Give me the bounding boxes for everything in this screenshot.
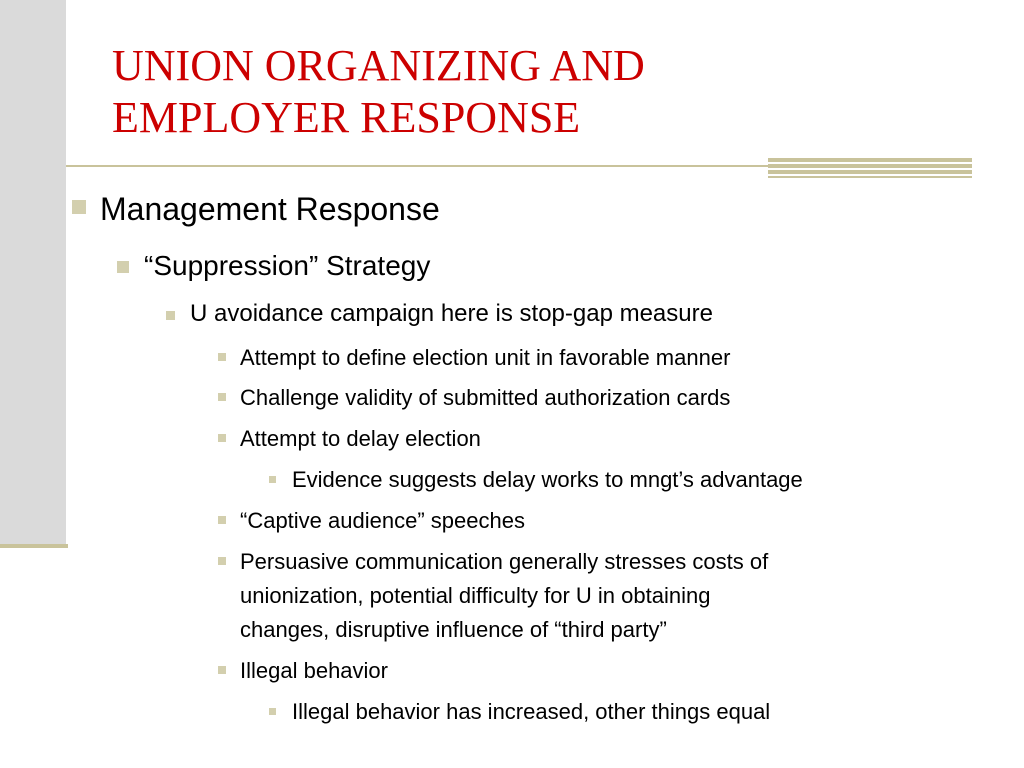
bullet-text: Attempt to delay election: [240, 426, 481, 451]
bullet-text: U avoidance campaign here is stop-gap measure: [190, 300, 713, 327]
square-bullet-icon: [218, 666, 226, 674]
bullet-text: Illegal behavior has increased, other things equal: [292, 699, 771, 724]
square-bullet-icon: [269, 708, 276, 715]
bullet-text: Management Response: [100, 191, 440, 227]
square-bullet-icon: [218, 516, 226, 524]
title-line-2: EMPLOYER RESPONSE: [112, 93, 581, 142]
bullet-text: “Suppression” Strategy: [144, 250, 431, 281]
square-bullet-icon: [166, 311, 175, 320]
square-bullet-icon: [218, 393, 226, 401]
square-bullet-icon: [218, 557, 226, 565]
bullet-text-line-3: changes, disruptive influence of “third party”: [240, 617, 667, 642]
left-sidebar-edge: [0, 544, 68, 548]
square-bullet-icon: [72, 200, 86, 214]
bullet-text: Challenge validity of submitted authorization cards: [240, 385, 731, 410]
bullet-text: Attempt to define election unit in favorable manner: [240, 345, 731, 370]
title-line-1: UNION ORGANIZING AND: [112, 41, 645, 90]
slide-title: [112, 40, 992, 144]
square-bullet-icon: [269, 476, 276, 483]
square-bullet-icon: [218, 353, 226, 361]
title-divider-accent: [768, 158, 972, 178]
bullet-text: Illegal behavior: [240, 658, 388, 683]
bullet-text: “Captive audience” speeches: [240, 508, 525, 533]
bullet-text-line-2: unionization, potential difficulty for U in obtaining: [240, 583, 711, 608]
square-bullet-icon: [218, 434, 226, 442]
bullet-text-line-1: Persuasive communication generally stresses costs of: [240, 549, 769, 574]
bullet-text: Evidence suggests delay works to mngt’s advantage: [292, 467, 803, 492]
left-sidebar-bar: [0, 0, 66, 546]
square-bullet-icon: [117, 261, 129, 273]
